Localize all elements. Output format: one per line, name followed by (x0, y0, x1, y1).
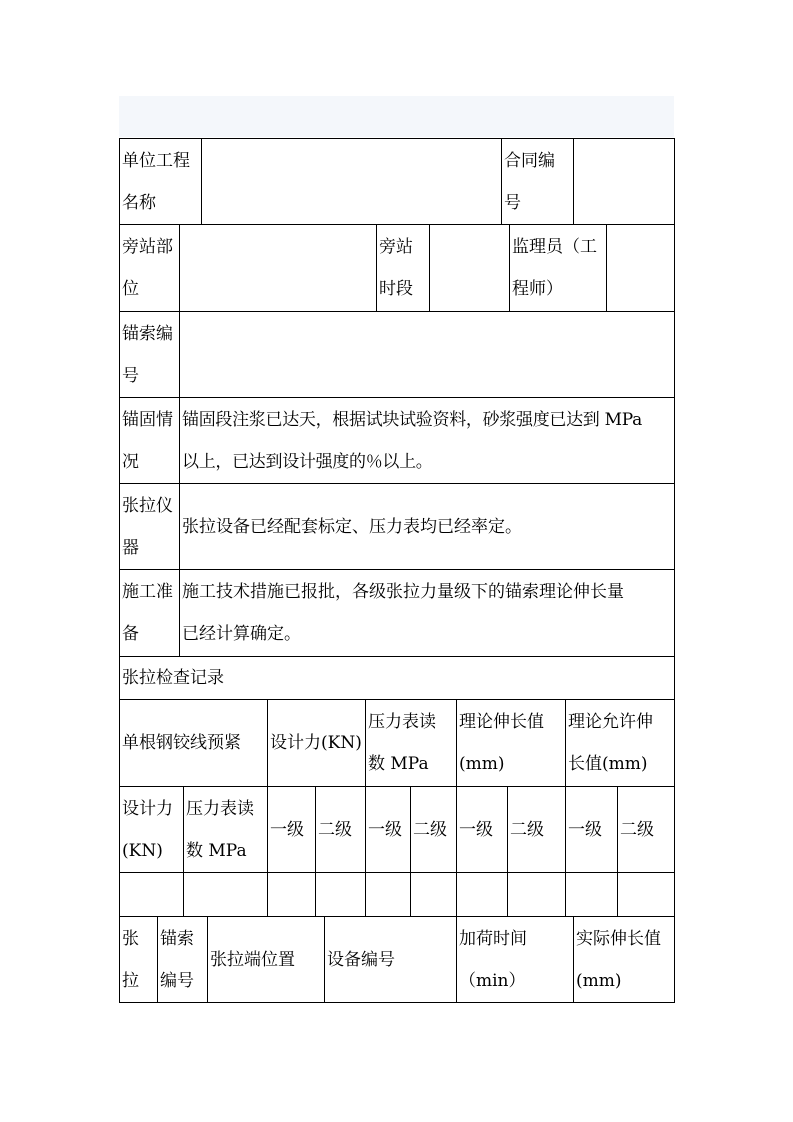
station-part-value[interactable] (179, 224, 376, 311)
value-cell[interactable] (507, 872, 565, 916)
equipment-no-label: 设备编号 (324, 916, 456, 1003)
anchorage-label: 锚固情 况 (119, 397, 179, 483)
header-band (119, 96, 674, 137)
theory-grade2: 二级 (507, 786, 565, 872)
unit-name-label: 单位工程 名称 (119, 138, 201, 224)
contract-no-value[interactable] (573, 138, 674, 224)
station-time-value[interactable] (429, 224, 509, 311)
row-grade-header (119, 786, 674, 872)
contract-no-label: 合同编 号 (501, 138, 573, 224)
row-grade-values (119, 872, 674, 916)
instrument-label: 张拉仪 器 (119, 483, 179, 569)
prep-text: 施工技术措施已报批，各级张拉力量级下的锚索理论伸长量 已经计算确定。 (179, 569, 674, 656)
design-grade1: 一级 (267, 786, 315, 872)
unit-name-value[interactable] (201, 138, 501, 224)
gauge-grade1: 一级 (365, 786, 410, 872)
row-anchorage (119, 397, 674, 483)
row-preparation (119, 569, 674, 656)
anchor-number-label: 锚索 编号 (157, 916, 207, 1003)
design-force-kn-label: 设计力 (KN) (119, 786, 183, 872)
value-cell[interactable] (617, 872, 674, 916)
gauge-reading-label: 压力表读 数 MPa (365, 699, 456, 786)
design-grade2: 二级 (315, 786, 365, 872)
supervisor-label: 监理员（工 程师） (509, 224, 606, 311)
anchorage-text: 锚固段注浆已达天，根据试块试验资料，砂浆强度已达到 MPa 以上，已达到设计强度的％以上。 (179, 397, 674, 483)
value-cell[interactable] (456, 872, 507, 916)
single-strand-label: 单根钢铰线预紧 (119, 699, 267, 786)
supervisor-value[interactable] (606, 224, 674, 311)
value-cell[interactable] (410, 872, 456, 916)
theory-elongation-label: 理论伸长值 (mm) (456, 699, 565, 786)
allow-grade2: 二级 (617, 786, 674, 872)
gauge-grade2: 二级 (410, 786, 456, 872)
actual-elongation-label: 实际伸长值 (mm) (573, 916, 674, 1003)
row-anchor-no (119, 311, 674, 397)
station-time-label: 旁站 时段 (376, 224, 429, 311)
theory-grade1: 一级 (456, 786, 507, 872)
value-cell[interactable] (565, 872, 617, 916)
design-force-label: 设计力(KN) (267, 699, 365, 786)
value-cell[interactable] (119, 872, 183, 916)
row-station (119, 224, 674, 311)
tension-end-label: 张拉端位置 (207, 916, 324, 1003)
row-tension-header (119, 916, 674, 1003)
row-pretension-header (119, 699, 674, 786)
instrument-text: 张拉设备已经配套标定、压力表均已经率定。 (179, 483, 674, 569)
row-instrument (119, 483, 674, 569)
row-unit-name (119, 138, 674, 224)
record-title: 张拉检查记录 (119, 656, 674, 699)
theory-allowable-label: 理论允许伸 长值(mm) (565, 699, 674, 786)
value-cell[interactable] (315, 872, 365, 916)
value-cell[interactable] (183, 872, 267, 916)
row-record-title (119, 656, 674, 699)
value-cell[interactable] (267, 872, 315, 916)
gauge-reading-mpa-label: 压力表读 数 MPa (183, 786, 267, 872)
load-time-label: 加荷时间 （min） (456, 916, 573, 1003)
tension-label: 张 拉 (119, 916, 157, 1003)
prep-label: 施工准 备 (119, 569, 179, 656)
value-cell[interactable] (365, 872, 410, 916)
anchor-no-value[interactable] (179, 311, 674, 397)
station-part-label: 旁站部 位 (119, 224, 179, 311)
anchor-no-label: 锚索编 号 (119, 311, 179, 397)
allow-grade1: 一级 (565, 786, 617, 872)
